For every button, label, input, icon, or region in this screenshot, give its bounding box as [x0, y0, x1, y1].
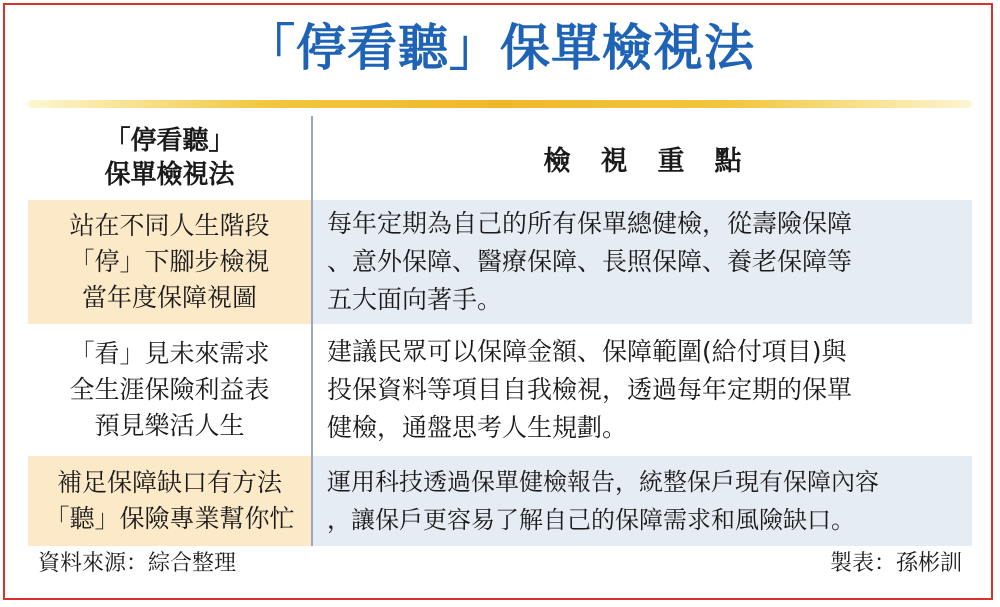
row-label [28, 330, 312, 450]
table-row [28, 330, 972, 450]
row-content-line: 、意外保障、醫療保障、長照保障、養老保障等 [327, 247, 853, 276]
header-method [28, 116, 312, 200]
title-underline [28, 100, 972, 108]
row-content-line: 每年定期為自己的所有保單總健檢，從壽險保障 [327, 209, 853, 238]
row-content [312, 456, 972, 546]
row-label-line: 站在不同人生階段 [69, 211, 270, 240]
row-content-line: 投保資料等項目自我檢視，透過每年定期的保單 [327, 375, 853, 404]
row-content [312, 330, 972, 450]
row-content-line: 建議民眾可以保障金額、保障範圍(給付項目)與 [327, 337, 847, 366]
header-focus: 檢視重點 [312, 116, 972, 200]
header-method-line: 保單檢視法 [104, 160, 235, 190]
row-content-line: ，讓保戶更容易了解自己的保障需求和風險缺口。 [327, 506, 855, 534]
table-header-row [28, 116, 972, 200]
table-row [28, 200, 972, 324]
header-method-line: 「停看聽」 [104, 126, 235, 156]
row-content-line: 五大面向著手。 [327, 285, 503, 314]
row-content [312, 200, 972, 324]
table-row [28, 456, 972, 546]
row-label-line: 全生涯保險利益表 [69, 375, 270, 404]
row-label-line: 預見樂活人生 [94, 411, 245, 440]
row-content-line: 運用科技透過保單健檢報告，統整保戶現有保障內容 [327, 468, 879, 496]
row-label [28, 456, 312, 546]
row-content-line: 健檢，通盤思考人生規劃。 [327, 413, 628, 442]
row-label-line: 「聽」保險專業幫你忙 [44, 504, 295, 533]
row-label-line: 補足保障缺口有方法 [56, 468, 282, 497]
row-label-line: 「停」下腳步檢視 [69, 247, 270, 276]
row-label-line: 當年度保障視圖 [81, 283, 257, 312]
row-label [28, 200, 312, 324]
source-note: 資料來源：綜合整理 [38, 551, 237, 576]
credit-note: 製表：孫彬訓 [829, 551, 962, 576]
page-title: 「停看聽」保單檢視法 [245, 19, 755, 77]
inspection-table [28, 116, 972, 546]
row-label-line: 「看」見未來需求 [69, 339, 270, 368]
